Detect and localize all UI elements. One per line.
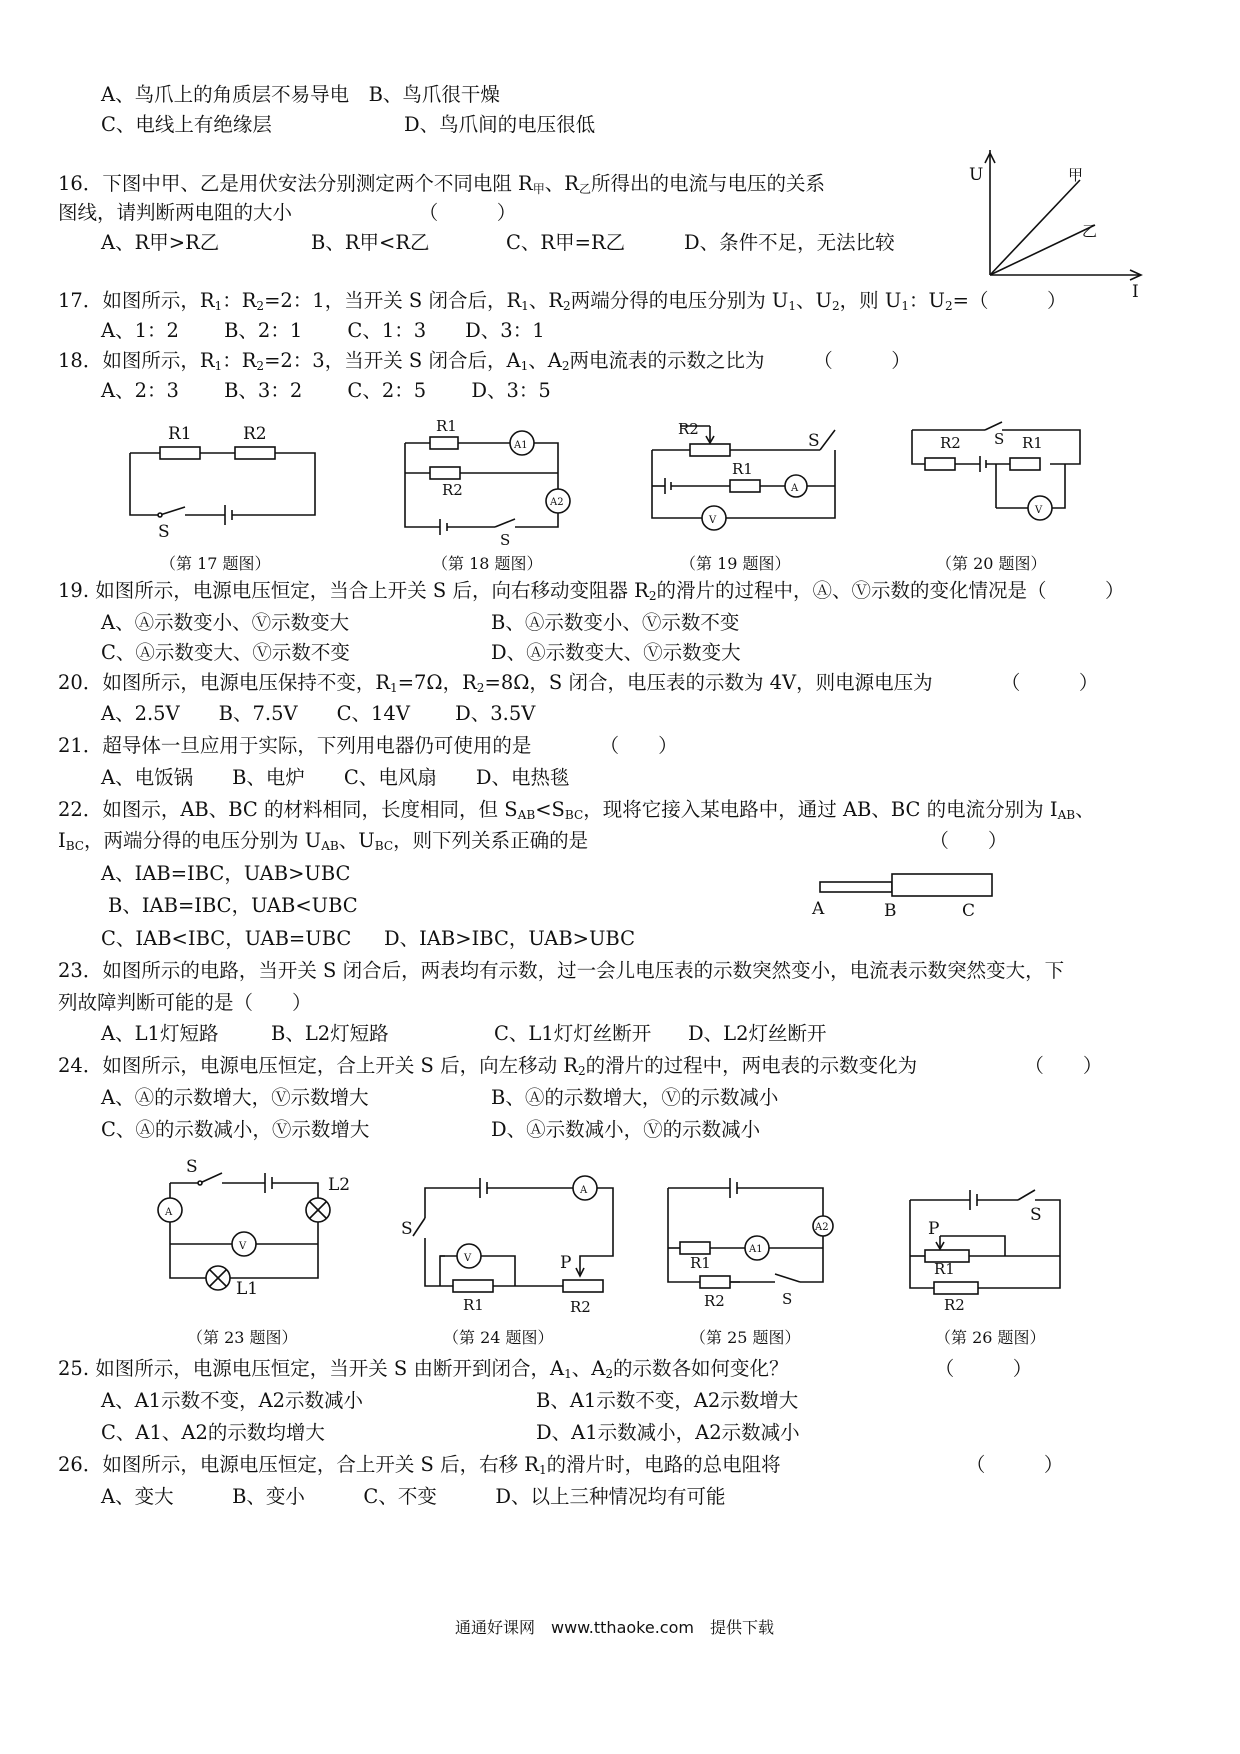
rod-label-b: B [884,901,897,921]
fig20-r2-label: R2 [940,434,961,452]
fig20-v-label: V [1035,505,1043,516]
fig19-s-label: S [808,431,820,451]
fig17-caption: （第 17 题图） [160,554,271,573]
rod-bc [892,874,992,896]
fig20-s-label: S [994,430,1005,448]
fig25-a2-label: A2 [815,1222,829,1233]
q23-option-c: C、L1灯灯丝断开 [494,1022,652,1045]
q16-ui-graph [960,150,1150,300]
rod-label-c: C [962,901,976,921]
fig17-r1 [160,447,200,459]
fig18-caption: （第 18 题图） [432,554,543,573]
fig19-a-label: A [791,483,799,494]
fig18-a1-label: A1 [514,440,528,451]
q25-option-d: D、A1示数减小，A2示数减小 [536,1421,800,1444]
fig24-caption: （第 24 题图） [443,1328,554,1347]
fig19-r2-label: R2 [678,420,699,438]
fig26-caption: （第 26 题图） [935,1328,1046,1347]
fig24-a-label: A [580,1185,588,1196]
q23-option-a: A、L1灯短路 [101,1022,219,1045]
q20-stem: 20．如图所示，电源电压保持不变，$R_1=7\Omega$，$R_2=8\Omega$，S 闭合，电压表的示数为 4V，则电源电压为 （ ） [58,671,1099,695]
fig18-r1-label: R1 [436,417,457,435]
q23-option-d: D、L2灯丝断开 [688,1022,827,1045]
q24-option-a: A、Ⓐ的示数增大，Ⓥ示数增大 [101,1086,369,1109]
fig19-r1-label: R1 [732,460,753,478]
fig24-s-label: S [401,1219,413,1239]
q22-option-b: B、IAB=IBC，UAB<UBC [108,894,358,917]
rod-ab [820,882,892,892]
q25-option-c: C、A1、A2的示数均增大 [101,1421,325,1444]
graph-x-label: I [1132,282,1139,302]
fig26-r2-label: R2 [944,1296,965,1314]
fig18-circuit [400,415,580,549]
fig23-circuit [150,1157,351,1299]
q23-stem-line2: 列故障判断可能的是（ ） [58,991,312,1014]
fig17-r1-label: R1 [168,424,192,444]
fig25-caption: （第 25 题图） [690,1328,801,1347]
fig20-r1-label: R1 [1022,434,1043,452]
fig25-a1-label: A1 [749,1244,763,1255]
q16-stem-line1: 16．下图中甲、乙是用伏安法分别测定两个不同电阻 $R_甲$、$R_乙$所得出的电流与电压的关系 [58,172,826,196]
fig18-a2-label: A2 [550,497,564,508]
q15-options-row1: A、鸟爪上的角质层不易导电 B、鸟爪很干燥 [101,83,500,106]
q21-options: A、电饭锅 B、电炉 C、电风扇 D、电热毯 [101,766,570,789]
q16-option-d: D、条件不足，无法比较 [684,231,895,254]
q17-options: A、1：2 B、2：1 C、1：3 D、3：1 [101,319,545,342]
fig24-r2-label: R2 [570,1298,591,1316]
fig26-p-label: P [928,1219,940,1239]
q25-option-a: A、A1示数不变，A2示数减小 [101,1389,364,1412]
q25-option-b: B、A1示数不变，A2示数增大 [536,1389,799,1412]
q26-options: A、变大 B、变小 C、不变 D、以上三种情况均有可能 [101,1485,726,1508]
fig24-v-label: V [464,1253,472,1264]
fig18-r2-label: R2 [442,481,463,499]
fig26-r1-label: R1 [934,1260,955,1278]
graph-line-yi [990,225,1095,275]
fig25-r1-label: R1 [690,1254,711,1272]
fig24-circuit [401,1168,625,1316]
q19-option-d: D、Ⓐ示数变大、Ⓥ示数变大 [491,641,741,664]
q23-stem-line1: 23．如图所示的电路，当开关 S 闭合后，两表均有示数，过一会儿电压表的示数突然变小，电流表示数突然变大，下 [58,959,1065,982]
fig24-r1-label: R1 [463,1296,484,1314]
q22-stem-line1: 22．如图示，AB、BC 的材料相同，长度相同，但 $S_{AB}<S_{BC}$，现将它接入某电路中，通过 AB、BC 的电流分别为 $I_{AB}$、 [58,798,1095,822]
fig20-circuit [900,420,1080,530]
q22-stem-line2: $I_{BC}$，两端分得的电压分别为 $U_{AB}$、$U_{BC}$，则下列关系正确的是 （ ） [58,829,1008,853]
q21-stem: 21．超导体一旦应用于实际，下列用电器仍可使用的是 （ ） [58,734,678,757]
q20-options: A、2.5V B、7.5V C、14V D、3.5V [101,702,536,725]
graph-label-yi: 乙 [1082,222,1098,240]
fig24-rheostat-r2 [563,1280,603,1292]
fig25-r2-label: R2 [704,1292,725,1310]
fig26-circuit [900,1178,1080,1314]
graph-y-label: U [969,165,984,185]
q15-option-c: C、电线上有绝缘层 [101,113,272,136]
q19-stem: 19. 如图所示，电源电压恒定，当合上开关 S 后，向右移动变阻器 $R_2$的滑片的过程中，Ⓐ、Ⓥ示数的变化情况是（ ） [58,579,1125,603]
fig19-caption: （第 19 题图） [680,554,791,573]
q24-stem: 24．如图所示，电源电压恒定，合上开关 S 后，向左移动 $R_2$的滑片的过程中，两电表的示数变化为 （ ） [58,1054,1103,1078]
q22-option-a: A、IAB=IBC，UAB>UBC [101,862,351,885]
page-footer[interactable]: 通通好课网 www.tthaoke.com 提供下载 [455,1618,774,1637]
fig23-v-label: V [239,1241,247,1252]
q15-option-d: D、鸟爪间的电压很低 [404,113,596,136]
fig19-circuit [640,418,850,533]
q19-option-c: C、Ⓐ示数变大、Ⓥ示数不变 [101,641,350,664]
graph-label-jia: 甲 [1068,166,1084,184]
q24-option-d: D、Ⓐ示数减小，Ⓥ的示数减小 [491,1118,761,1141]
graph-line-jia [990,180,1080,275]
q24-option-c: C、Ⓐ的示数减小，Ⓥ示数增大 [101,1118,370,1141]
q16-option-a: A、R甲>R乙 [101,231,220,254]
fig17-r2 [235,447,275,459]
q18-options: A、2：3 B、3：2 C、2：5 D、3：5 [101,379,551,402]
fig23-s-label: S [186,1157,198,1177]
q16-stem-line2: 图线，请判断两电阻的大小 （ ） [58,201,517,224]
q23-option-b: B、L2灯短路 [271,1022,389,1045]
fig18-s-label: S [500,531,511,549]
q19-option-b: B、Ⓐ示数变小、Ⓥ示数不变 [491,611,740,634]
q19-option-a: A、Ⓐ示数变小、Ⓥ示数变大 [101,611,350,634]
fig20-caption: （第 20 题图） [936,554,1047,573]
fig25-s-label: S [782,1290,793,1308]
q24-option-b: B、Ⓐ的示数增大，Ⓥ的示数减小 [491,1086,779,1109]
q25-stem: 25. 如图所示，电源电压恒定，当开关 S 由断开到闭合，$A_1$、$A_2$的示数各如何变化？ （ ） [58,1357,1033,1381]
fig24-p-label: P [560,1253,572,1273]
q16-option-c: C、R甲=R乙 [506,231,626,254]
q26-stem: 26．如图所示，电源电压恒定，合上开关 S 后，右移 $R_1$的滑片时，电路的总电阻将 （ ） [58,1453,1064,1477]
fig23-caption: （第 23 题图） [187,1328,298,1347]
fig23-l2-label: L2 [328,1175,351,1195]
fig23-a-label: A [165,1207,173,1218]
fig17-r2-label: R2 [243,424,267,444]
fig17-circuit [120,415,320,542]
q22-rod-figure [812,872,1000,922]
fig17-s-label: S [158,522,170,542]
q22-option-c: C、IAB<IBC，UAB=UBC [101,927,352,950]
fig25-circuit [660,1168,860,1310]
q16-option-b: B、R甲<R乙 [311,231,430,254]
fig19-v-label: V [709,515,717,526]
q17-stem: 17．如图所示，$R_1$：$R_2=2$：1，当开关 S 闭合后，$R_1$、$R_2$两端分得的电压分别为 $U_1$、$U_2$，则 $U_1$：$U_2=$（ ） [58,289,1067,313]
rod-label-a: A [812,899,825,919]
fig26-s-label: S [1030,1205,1042,1225]
q18-stem: 18．如图所示，$R_1$：$R_2=2$：3，当开关 S 闭合后，$A_1$、$A_2$两电流表的示数之比为 （ ） [58,349,911,373]
q22-option-d: D、IAB>IBC，UAB>UBC [384,927,636,950]
fig23-l1-label: L1 [236,1279,259,1299]
